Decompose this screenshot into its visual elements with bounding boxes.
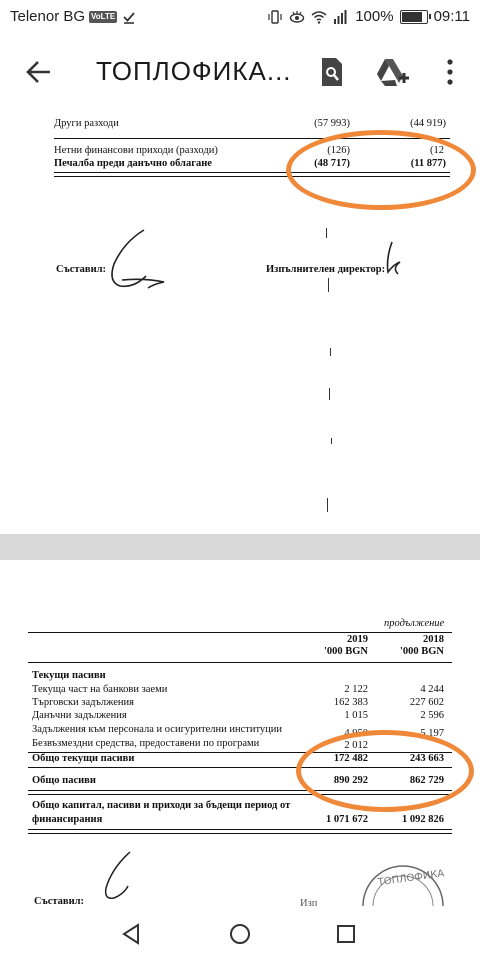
row-trade-payables-label: Търговски задължения — [32, 697, 134, 708]
app-bar — [0, 36, 480, 108]
compiled-by-label: Съставил: — [56, 264, 107, 275]
total-liabilities-2019: 890 292 — [333, 775, 368, 786]
scan-speckle — [331, 438, 332, 444]
back-button[interactable] — [18, 52, 58, 92]
row-tax-payables-2019: 1 015 — [344, 710, 368, 721]
total-current-liabilities-label: Общо текущи пасиви — [32, 753, 135, 764]
company-stamp — [358, 856, 448, 906]
more-vert-icon — [445, 58, 455, 86]
col-2019-unit: '000 BGN — [323, 646, 368, 657]
row-other-expenses-label: Други разходи — [54, 118, 119, 129]
row-trade-payables-2018: 227 602 — [409, 697, 444, 708]
document-title: ТОПЛОФИКА... — [96, 56, 292, 86]
footer-director-fragment: Изп — [300, 898, 318, 906]
header-top-rule — [28, 632, 452, 633]
header-bottom-rule — [28, 662, 452, 663]
eye-icon — [289, 9, 305, 25]
section-current-liabilities: Текущи пасиви — [32, 670, 106, 681]
vibrate-icon — [267, 9, 283, 25]
add-to-drive-button[interactable] — [372, 52, 412, 92]
row-net-finance-2018: (12 — [430, 145, 444, 156]
continuation-label: продължение — [384, 618, 445, 629]
scan-speckle — [328, 278, 329, 292]
row-tax-payables-2018: 2 596 — [420, 710, 444, 721]
row-grants-label: Безвъзмездни средства, предоставени по програми — [32, 738, 260, 749]
footer-compiled-label: Съставил: — [34, 896, 85, 906]
signal-icon — [333, 9, 349, 25]
grand-total-label-line1: Общо капитал, пасиви и приходи за бъдещи период от — [32, 800, 291, 811]
row-personnel-label: Задължения към персонала и осигурителни институции — [32, 724, 283, 735]
row-trade-payables-2019: 162 383 — [333, 697, 368, 708]
orange-highlight-circle — [286, 130, 476, 210]
total-liabilities-label: Общо пасиви — [32, 775, 96, 786]
recents-square-icon — [334, 922, 358, 946]
row-personnel-2019: 4 950 — [344, 728, 368, 739]
carrier-name: Telenor BG — [10, 8, 86, 25]
row-profit-before-tax-2018: (11 877) — [410, 158, 446, 169]
status-bar — [0, 0, 480, 36]
col-2019-year: 2019 — [347, 634, 368, 645]
col-2018-year: 2018 — [423, 634, 444, 645]
home-circle-icon — [228, 922, 252, 946]
add-to-drive-icon — [375, 56, 409, 88]
more-options-button[interactable] — [430, 52, 470, 92]
document-page-1 — [0, 108, 480, 534]
row-other-expenses-2018: (44 919) — [410, 118, 446, 129]
document-page-2 — [0, 560, 480, 906]
scan-speckle — [326, 228, 327, 238]
grand-total-2018: 1 092 826 — [402, 814, 444, 825]
clock: 09:11 — [433, 8, 470, 25]
col-2018-unit: '000 BGN — [399, 646, 444, 657]
wifi-icon — [311, 9, 327, 25]
signature-compiler — [96, 848, 146, 906]
row-profit-before-tax-label: Печалба преди данъчно облагане — [54, 158, 212, 169]
volte-badge: VoLTE — [91, 11, 116, 21]
orange-highlight-circle — [296, 730, 474, 812]
nav-recents-button[interactable] — [326, 914, 366, 954]
row-net-finance-label: Нетни финансови приходи (разходи) — [54, 145, 218, 156]
nav-home-button[interactable] — [220, 914, 260, 954]
row-other-expenses-2019: (57 993) — [314, 118, 350, 129]
navigation-bar — [0, 906, 480, 960]
row-bank-loans-label: Текуща част на банкови заеми — [32, 684, 168, 695]
double-underline — [28, 829, 452, 834]
battery-icon — [400, 10, 428, 24]
row-tax-payables-label: Данъчни задължения — [32, 710, 127, 721]
scan-speckle — [330, 348, 331, 356]
back-arrow-icon — [18, 52, 58, 92]
executive-director-label: Изпълнителен директор: — [266, 264, 386, 275]
find-in-document-button[interactable] — [312, 52, 352, 92]
row-personnel-2018: 5 197 — [420, 728, 444, 739]
svg-text:ТОПЛОФИКА: ТОПЛОФИКА — [377, 868, 445, 889]
search-document-icon — [318, 56, 346, 88]
total-current-liabilities-2018: 243 663 — [409, 753, 444, 764]
row-bank-loans-2018: 4 244 — [420, 684, 444, 695]
row-bank-loans-2019: 2 122 — [344, 684, 368, 695]
signature-compiler — [104, 224, 174, 296]
total-current-liabilities-2019: 172 482 — [333, 753, 368, 764]
grand-total-label-line2: финансирания — [32, 814, 103, 825]
download-done-icon — [121, 9, 137, 25]
row-profit-before-tax-2019: (48 717) — [314, 158, 350, 169]
nav-back-button[interactable] — [112, 914, 152, 954]
battery-percent: 100% — [355, 8, 394, 25]
scan-speckle — [327, 498, 328, 512]
back-triangle-icon — [120, 922, 144, 946]
row-grants-2019: 2 012 — [344, 740, 368, 751]
total-liabilities-2018: 862 729 — [409, 775, 444, 786]
grand-total-2019: 1 071 672 — [326, 814, 368, 825]
row-net-finance-2019: (126) — [327, 145, 350, 156]
scan-speckle — [329, 388, 330, 400]
signature-director — [378, 238, 408, 278]
